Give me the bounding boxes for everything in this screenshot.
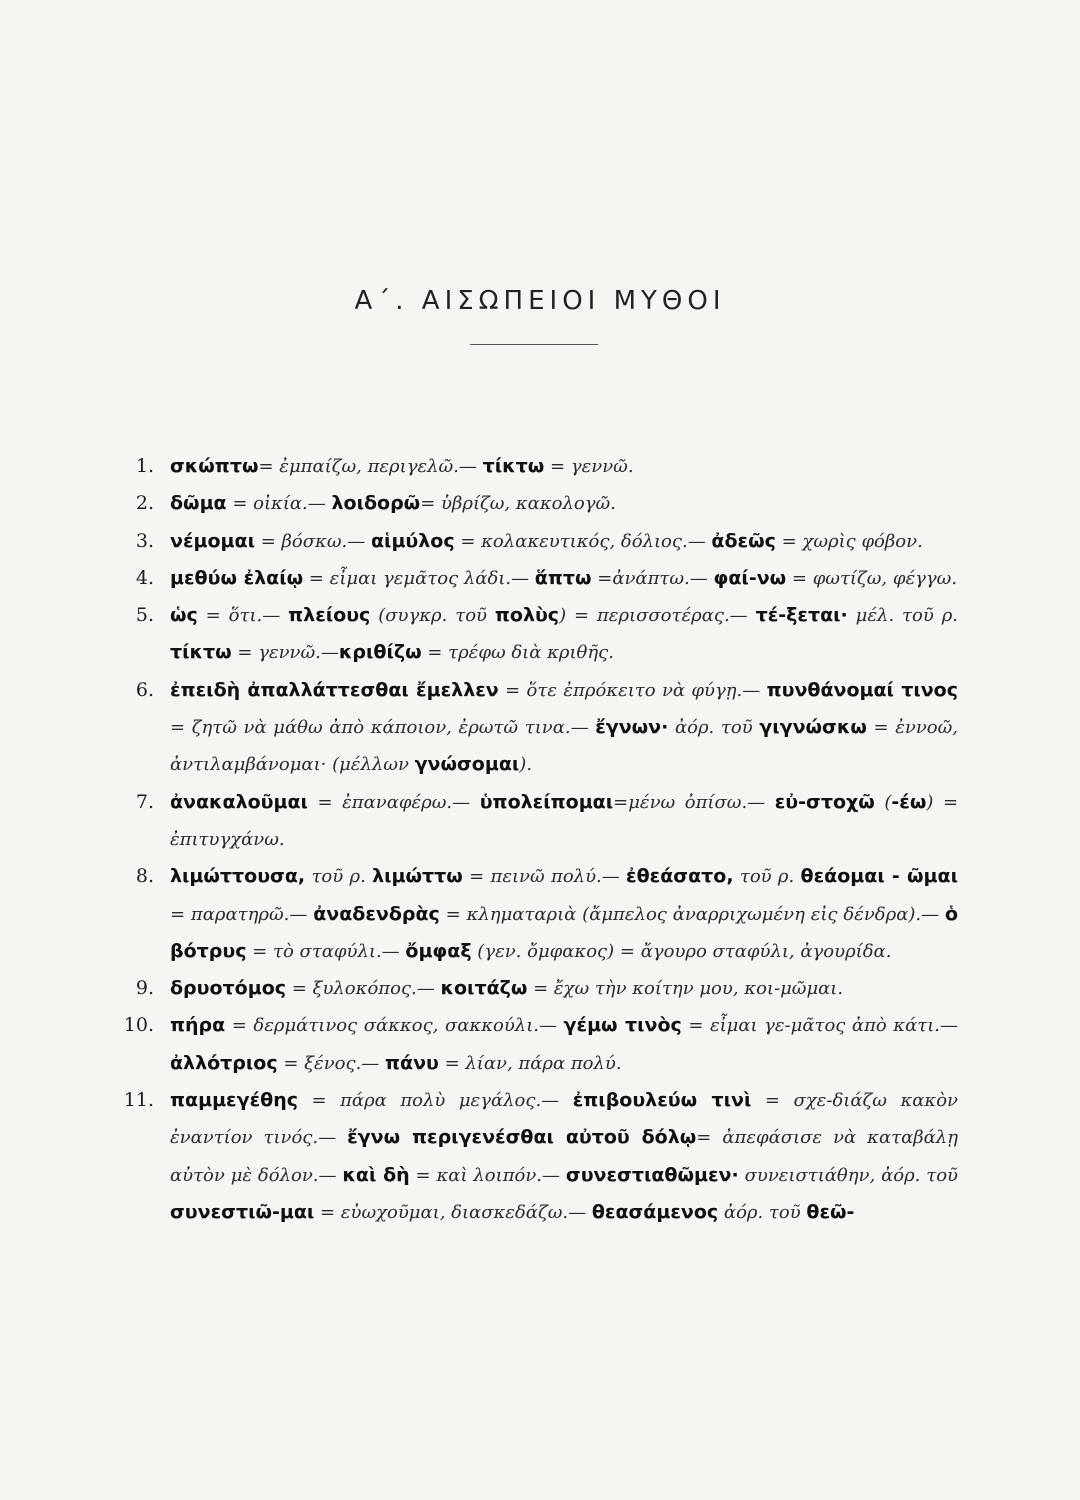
- gloss-text: = οἰκία.—: [226, 493, 332, 515]
- gloss-text: = σχε-διάζω κακὸν ἐναντίον τινός.—: [170, 1090, 958, 1149]
- gloss-text: = λίαν, πάρα πολύ.: [438, 1052, 622, 1074]
- headword: πάνυ: [385, 1051, 439, 1074]
- headword: ἔγνων·: [595, 716, 669, 739]
- headword: ἐπιβουλεύω τινὶ: [572, 1089, 752, 1112]
- headword: συνεστιαθῶμεν·: [565, 1163, 739, 1186]
- gloss-text: = φωτίζω, φέγγω.: [786, 567, 958, 589]
- headword: ἐθεάσατο,: [626, 865, 734, 888]
- headword: πυνθάνομαί τινος: [766, 678, 958, 701]
- gloss-text: (: [874, 791, 892, 813]
- gloss-text: = ἀπεφάσισε νὰ καταβάλῃ αὐτὸν μὲ δόλον.—: [170, 1127, 958, 1186]
- headword: ὡς: [170, 604, 198, 627]
- gloss-text: = πάρα πολὺ μεγάλος.—: [297, 1090, 573, 1112]
- headword: λιμώττω: [372, 865, 463, 888]
- gloss-text: (συγκρ. τοῦ: [370, 605, 495, 627]
- gloss-text: = πεινῶ πολύ.—: [462, 866, 627, 888]
- headword: αἱμύλος: [370, 529, 455, 552]
- headword: εὐ-στοχῶ: [774, 790, 875, 813]
- entry-number: 1.: [135, 455, 154, 477]
- gloss-text: = ὅτι.—: [197, 605, 289, 627]
- headword: θεάομαι - ῶμαι: [800, 865, 958, 888]
- entry-number: 6.: [135, 678, 154, 701]
- gloss-text: = χωρὶς φόβον.: [775, 530, 923, 552]
- headword: ἀναδενδρὰς: [313, 902, 440, 925]
- entry-number: 7.: [135, 790, 154, 813]
- gloss-text: = παρατηρῶ.—: [170, 903, 314, 925]
- glossary-entry: [118, 672, 958, 784]
- glossary-entry: [118, 523, 958, 560]
- headword: μεθύω ἐλαίῳ: [170, 566, 304, 589]
- gloss-text: = γεννῶ.—: [231, 642, 339, 664]
- gloss-text: = ἐννοῶ, ἀντιλαμβάνομαι· (μέλλων: [170, 717, 958, 776]
- headword: σκώπτω: [170, 455, 259, 477]
- glossary-entries: [118, 448, 958, 1231]
- headword: ὄμφαξ: [405, 939, 472, 962]
- gloss-text: = δερμάτινος σάκκος, σακκούλι.—: [225, 1015, 564, 1037]
- entry-number: 9.: [135, 977, 154, 1000]
- headword: ἀνακαλοῦμαι: [170, 790, 308, 813]
- entry-number: 10.: [123, 1014, 154, 1037]
- headword: συνεστιῶ-μαι: [170, 1200, 315, 1223]
- glossary-entry: [118, 560, 958, 597]
- gloss-text: ) = περισσοτέρας.—: [559, 605, 756, 627]
- entry-number: 11.: [123, 1089, 154, 1112]
- headword: λιμώττουσα,: [170, 865, 306, 888]
- gloss-text: ) = ἐπιτυγχάνω.: [170, 791, 959, 850]
- glossary-entry: [118, 784, 958, 859]
- headword: τίκτω: [482, 455, 545, 477]
- gloss-text: = τὸ σταφύλι.—: [246, 940, 406, 962]
- gloss-text: = κολακευτικός, δόλιος.—: [454, 530, 712, 552]
- headword: ἔγνω περιγενέσθαι αὐτοῦ δόλῳ: [347, 1126, 697, 1149]
- glossary-entry: [118, 485, 958, 522]
- headword: γέμω τινὸς: [563, 1014, 682, 1037]
- gloss-text: (γεν. ὄμφακος) = ἄγουρο σταφύλι, ἀγουρίδα.: [471, 940, 892, 962]
- gloss-text: = τρέφω διὰ κριθῆς.: [421, 642, 614, 664]
- headword: ὁ βότρυς: [170, 902, 958, 962]
- headword: πήρα: [170, 1014, 226, 1037]
- headword: τέ-ξεται·: [755, 604, 848, 627]
- gloss-text: τοῦ ρ.: [733, 866, 801, 888]
- headword: θεῶ-: [806, 1200, 855, 1223]
- gloss-text: = ὑβρίζω, κακολογῶ.: [420, 493, 616, 515]
- gloss-text: = ὅτε ἐπρόκειτο νὰ φύγῃ.—: [498, 679, 767, 701]
- entry-number: 2.: [135, 492, 154, 515]
- gloss-text: =μένω ὀπίσω.—: [613, 791, 775, 813]
- gloss-text: = ἐπαναφέρω.—: [307, 791, 480, 813]
- gloss-text: = εὐωχοῦμαι, διασκεδάζω.—: [314, 1201, 592, 1223]
- headword: γιγνώσκω: [759, 716, 867, 739]
- headword: κοιτάζω: [440, 977, 528, 1000]
- gloss-text: = ἔχω τὴν κοίτην μου, κοι-μῶμαι.: [527, 978, 844, 1000]
- headword: φαί-νω: [713, 566, 787, 589]
- headword: παμμεγέθης: [170, 1089, 298, 1112]
- entry-number: 3.: [135, 529, 154, 552]
- gloss-text: = ἐμπαίζω, περιγελῶ.—: [258, 456, 483, 477]
- gloss-text: = γεννῶ.: [544, 456, 634, 477]
- headword: κριθίζω: [338, 641, 422, 664]
- glossary-entry: [118, 597, 958, 672]
- headword: ἀδεῶς: [711, 529, 776, 552]
- gloss-text: μέλ. τοῦ ρ.: [847, 605, 958, 627]
- headword: -έω: [891, 790, 927, 813]
- headword: δῶμα: [170, 492, 227, 515]
- chapter-title: Α΄. ΑΙΣΩΠΕΙΟΙ ΜΥΘΟΙ: [354, 286, 726, 316]
- entry-number: 8.: [135, 865, 154, 888]
- title-rule: [470, 344, 598, 345]
- gloss-text: = εἶμαι γε-μᾶτος ἀπὸ κάτι.—: [681, 1015, 958, 1037]
- glossary-entry: [118, 448, 958, 485]
- headword: ὑπολείπομαι: [479, 790, 614, 813]
- headword: καὶ δὴ: [342, 1163, 410, 1186]
- headword: θεασάμενος: [591, 1200, 719, 1223]
- headword: δρυοτόμος: [170, 977, 287, 1000]
- headword: πλείους: [288, 604, 371, 627]
- entry-number: 5.: [135, 604, 154, 627]
- gloss-text: ἀόρ. τοῦ: [668, 717, 760, 739]
- gloss-text: = ξυλοκόπος.—: [286, 978, 441, 1000]
- headword: ἀλλότριος: [170, 1051, 278, 1074]
- gloss-text: ἀόρ. τοῦ: [718, 1201, 807, 1223]
- headword: λοιδορῶ: [331, 492, 421, 515]
- glossary-entry: [118, 858, 958, 970]
- gloss-text: =ἀνάπτω.—: [591, 567, 714, 589]
- glossary-entry: [118, 1082, 958, 1231]
- gloss-text: τοῦ ρ.: [305, 866, 373, 888]
- headword: γνώσομαι: [414, 753, 520, 776]
- headword: ἐπειδὴ ἀπαλλάττεσθαι ἔμελλεν: [170, 678, 499, 701]
- gloss-text: συνειστιάθην, ἀόρ. τοῦ: [738, 1164, 958, 1186]
- gloss-text: = ζητῶ νὰ μάθω ἀπὸ κάποιον, ἐρωτῶ τινα.—: [170, 717, 596, 739]
- headword: νέμομαι: [170, 529, 255, 552]
- headword: ἅπτω: [534, 566, 592, 589]
- glossary-entry: [118, 970, 958, 1007]
- gloss-text: = ξένος.—: [277, 1052, 386, 1074]
- headword: τίκτω: [170, 641, 232, 664]
- entry-number: 4.: [135, 566, 154, 589]
- glossary-entry: [118, 1007, 958, 1082]
- gloss-text: ).: [519, 754, 533, 776]
- gloss-text: = εἶμαι γεμᾶτος λάδι.—: [303, 567, 535, 589]
- headword: πολὺς: [494, 604, 560, 627]
- gloss-text: = καὶ λοιπόν.—: [409, 1164, 566, 1186]
- gloss-text: = κληματαριὰ (ἄμπελος ἀναρριχωμένη εἰς δένδρα).—: [439, 903, 945, 925]
- gloss-text: = βόσκω.—: [255, 530, 371, 552]
